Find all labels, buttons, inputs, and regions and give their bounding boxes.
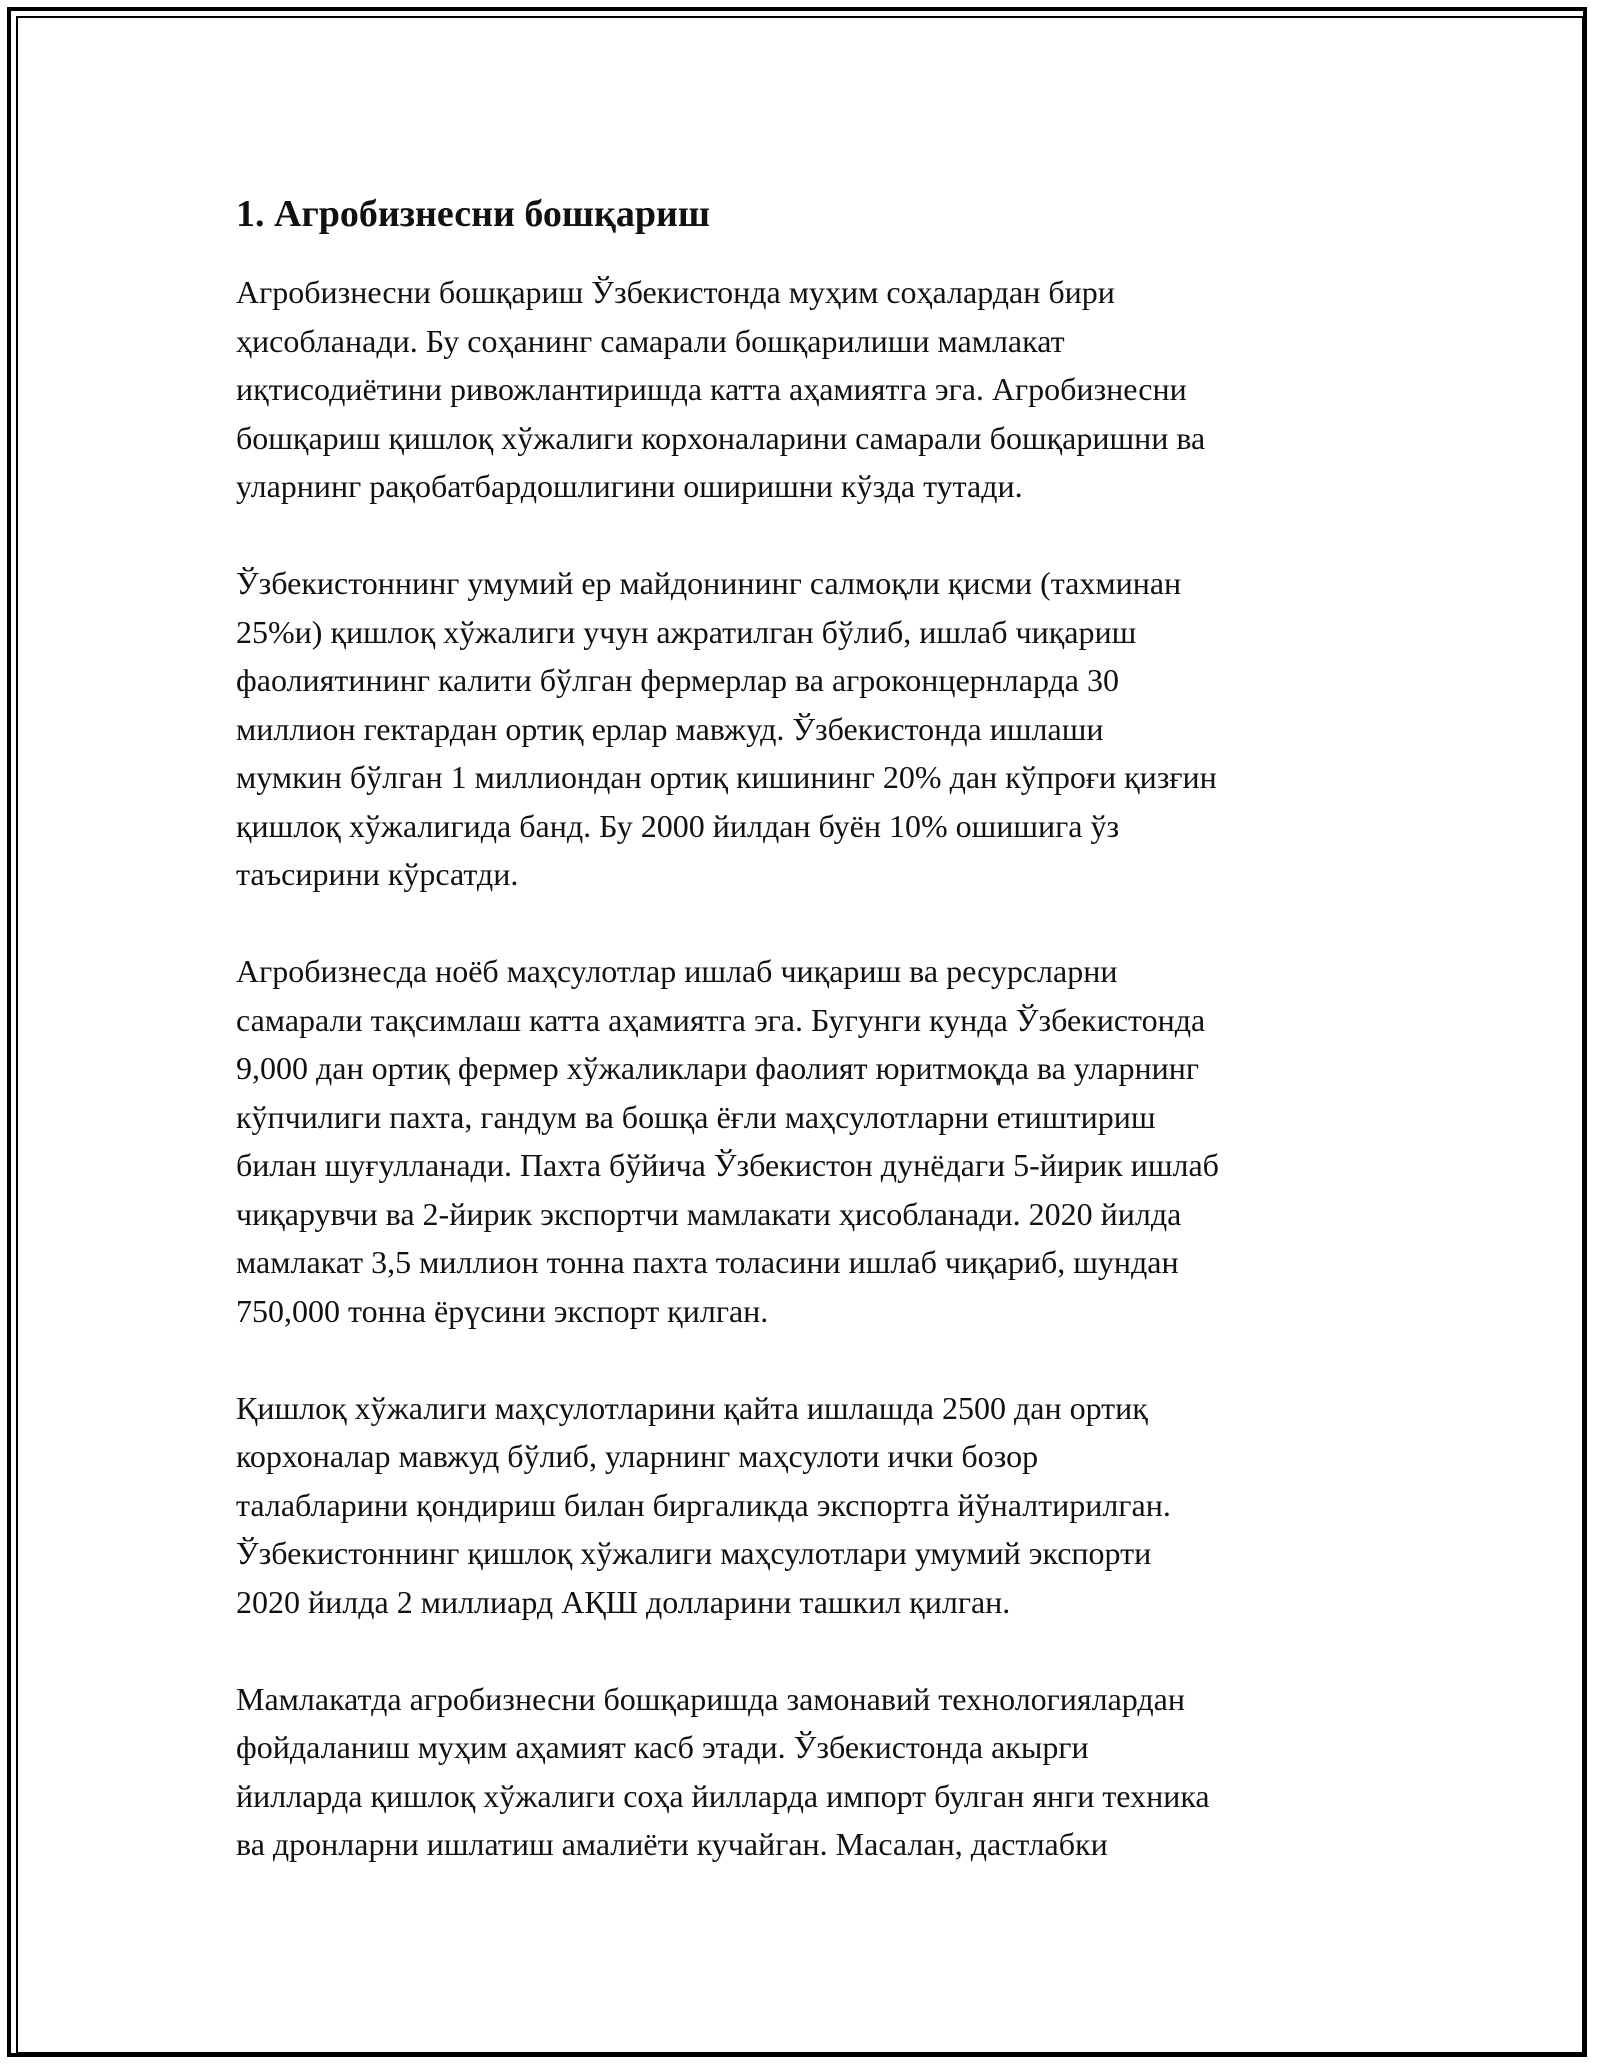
document-body xyxy=(236,190,1386,1917)
paragraph-3: Агробизнесда ноёб маҳсулотлар ишлаб чиқариш ва ресурсларни самарали тақсимлаш катта аҳамиятга эга. Бугунги кунда Ўзбекистонда 9,000 дан ортиқ фермер хўжаликлари фаолият юритмоқда ва уларнинг кўпчилиги пахта, гандум ва бошқа ёғли маҳсулотларни етиштириш билан шуғулланади. Пахта бўйича Ўзбекистон дунёдаги 5-йирик ишлаб чиқарувчи ва 2-йирик экспортчи мамлакати ҳисобланади. 2020 йилда мамлакат 3,5 миллион тонна пахта толасини ишлаб чиқариб, шундан 750,000 тонна ёрүсини экспорт қилган. xyxy=(236,953,1219,1329)
document-title: 1. Агробизнесни бошқариш xyxy=(236,193,710,235)
paragraph-4: Қишлоқ хўжалиги маҳсулотларини қайта ишлашда 2500 дан ортиқ корхоналар мавжуд бўлиб, уларнинг маҳсулоти ички бозор талабларини қондириш билан биргаликда экспортга йўналтирилган. Ўзбекистоннинг қишлоқ хўжалиги маҳсулотлари умумий экспорти 2020 йилда 2 миллиард АҚШ долларини ташкил қилган. xyxy=(236,1389,1171,1620)
paragraph-1: Агробизнесни бошқариш Ўзбекистонда муҳим соҳалардан бири ҳисобланади. Бу соҳанинг самарали бошқарилиши мамлакат иқтисодиётини ривожлантиришда катта аҳамиятга эга. Агробизнесни бошқариш қишлоқ хўжалиги корхоналарини самарали бошқаришни ва уларнинг рақобатбардошлигини оширишни кўзда тутади. xyxy=(236,274,1206,504)
paragraph-5: Мамлакатда агробизнесни бошқаришда замонавий технологиялардан фойдаланиш муҳим аҳамият касб этади. Ўзбекистонда акырги йилларда қишлоқ хўжалиги соҳа йилларда импорт булган янги техника ва дронларни ишлатиш амалиёти кучайган. Масалан, дастлабки xyxy=(236,1680,1210,1862)
paragraph-2: Ўзбекистоннинг умумий ер майдонининг салмоқли қисми (тахминан 25%и) қишлоқ хўжалиги учун ажратилган бўлиб, ишлаб чиқариш фаолиятининг калити бўлган фермерлар ва агроконцернларда 30 миллион гектардан ортиқ ерлар мавжуд. Ўзбекистонда ишлаши мумкин бўлган 1 миллиондан ортиқ кишининг 20% дан кўпроғи қизғин қишлоқ хўжалигида банд. Бу 2000 йилдан буён 10% ошишига ўз таъсирини кўрсатди. xyxy=(236,565,1217,892)
